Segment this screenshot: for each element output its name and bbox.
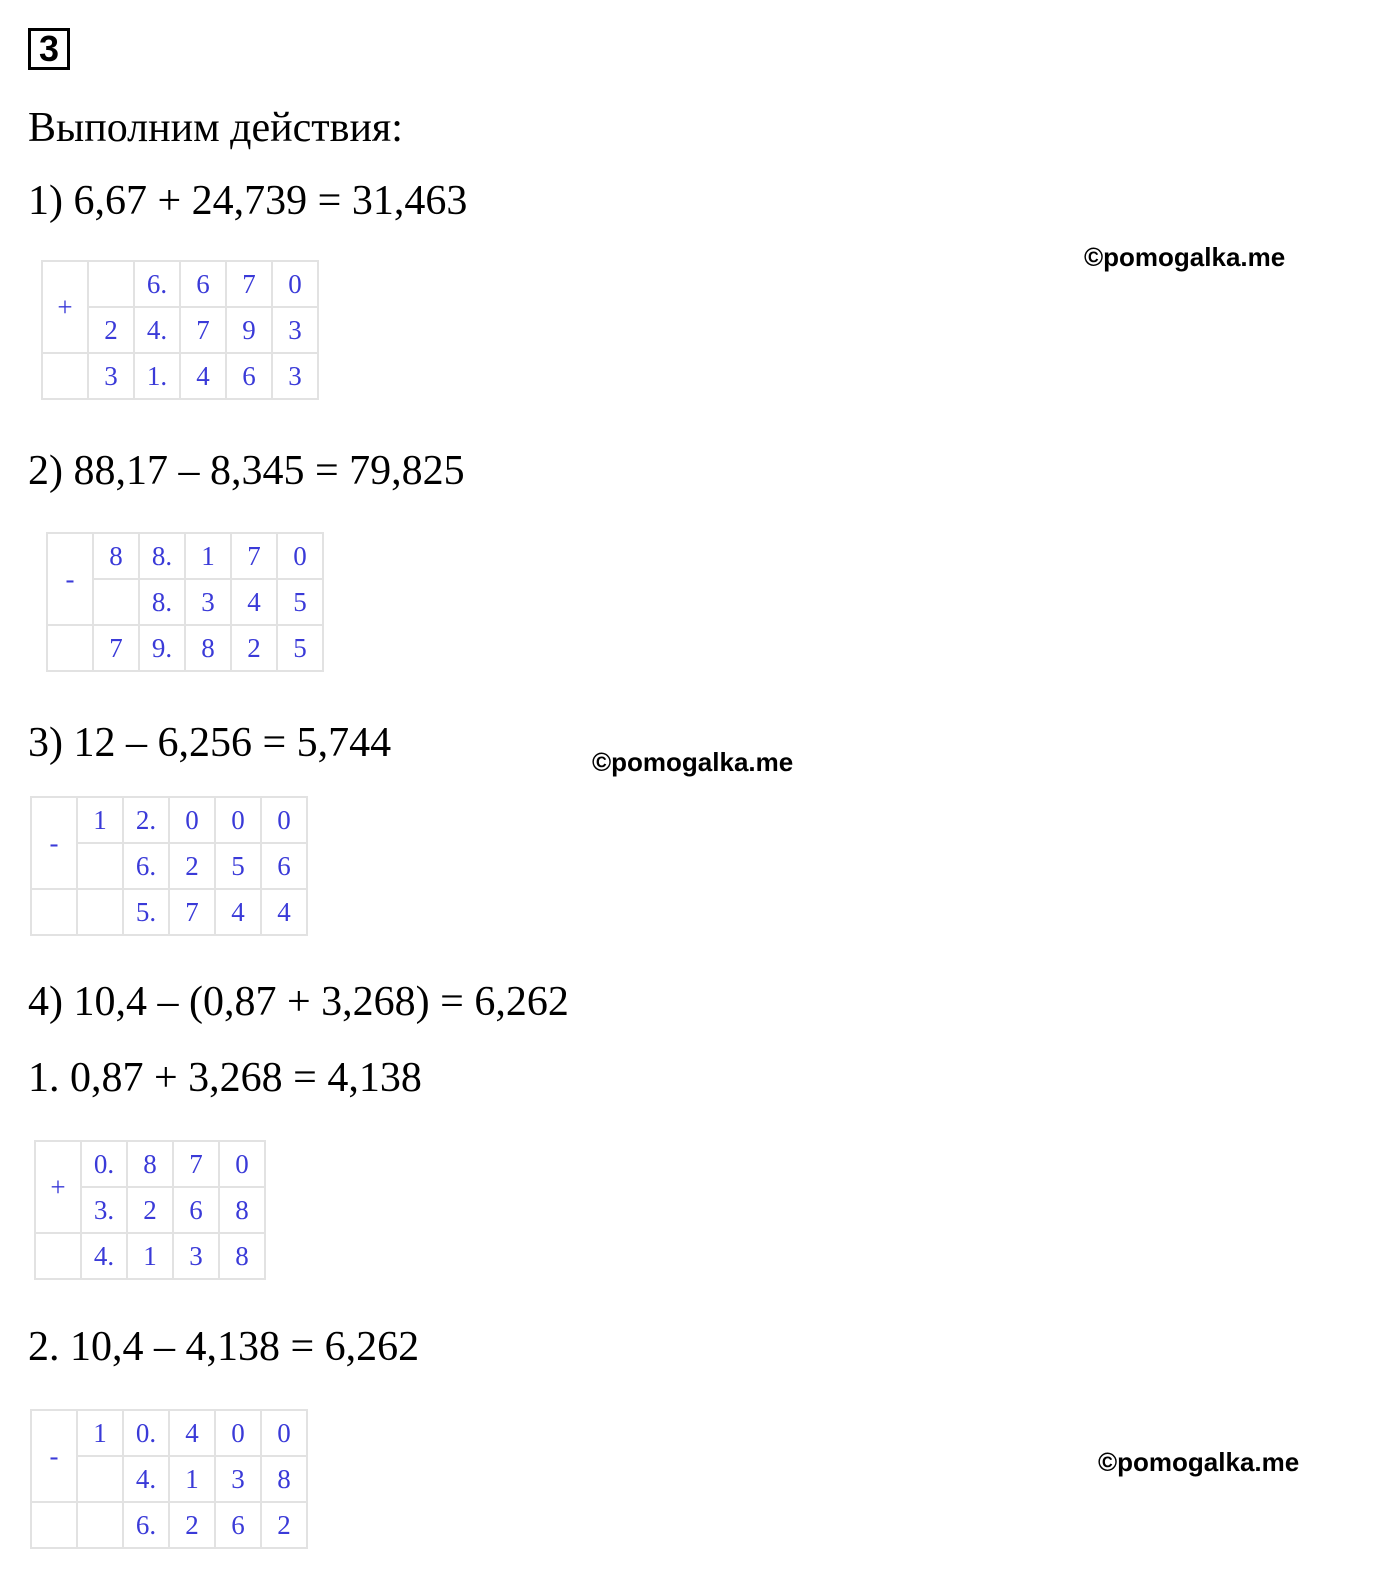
digit-cell: 6 [173,1187,219,1233]
step-4-2-table [30,1409,308,1549]
result-cell: 2 [169,1502,215,1548]
watermark: ©pomogalka.me [592,747,794,777]
digit-cell: 2 [169,843,215,889]
digit-cell: 4 [169,1410,215,1456]
watermark: ©pomogalka.me [1098,1447,1300,1477]
operator-sign: + [42,261,88,353]
result-cell: 5 [277,625,323,671]
step-2-label: 2) 88,17 – 8,345 = 79,825 [28,448,465,494]
digit-cell: 2 [88,307,134,353]
operator-sign: - [31,1410,77,1502]
digit-cell: 5 [215,843,261,889]
result-cell: 4 [180,353,226,399]
step-3-table [30,796,308,936]
digit-cell: 8. [139,579,185,625]
step-4-2-label: 2. 10,4 – 4,138 = 6,262 [28,1324,420,1370]
step-4-1-table [34,1140,266,1280]
step-4-label: 4) 10,4 – (0,87 + 3,268) = 6,262 [28,979,569,1025]
empty-cell [31,889,77,935]
digit-cell: 0. [81,1141,127,1187]
result-cell: 4 [261,889,307,935]
digit-cell: 0 [219,1141,265,1187]
digit-cell: 4 [231,579,277,625]
result-cell [77,1502,123,1548]
empty-cell [47,625,93,671]
digit-cell: 0 [169,797,215,843]
result-cell: 1. [134,353,180,399]
digit-cell: 8 [93,533,139,579]
digit-cell: 6 [261,843,307,889]
digit-cell: 3 [272,307,318,353]
digit-cell [93,579,139,625]
digit-cell: 8. [139,533,185,579]
digit-cell: 1 [185,533,231,579]
digit-cell: 6. [123,843,169,889]
digit-cell: 8 [127,1141,173,1187]
step-4-1-label: 1. 0,87 + 3,268 = 4,138 [28,1055,422,1101]
intro-text: Выполним действия: [28,105,403,151]
empty-cell [31,1502,77,1548]
digit-cell [77,843,123,889]
operator-sign: - [47,533,93,625]
result-cell: 4 [215,889,261,935]
result-cell [77,889,123,935]
result-cell: 5. [123,889,169,935]
digit-cell: 7 [173,1141,219,1187]
operator-sign: + [35,1141,81,1233]
digit-cell: 0 [215,797,261,843]
result-cell: 4. [81,1233,127,1279]
result-cell: 2 [231,625,277,671]
digit-cell: 6. [134,261,180,307]
result-cell: 8 [219,1233,265,1279]
digit-cell: 2. [123,797,169,843]
result-cell: 3 [173,1233,219,1279]
result-cell: 9. [139,625,185,671]
result-cell: 1 [127,1233,173,1279]
empty-cell [42,353,88,399]
digit-cell: 7 [226,261,272,307]
digit-cell: 0 [277,533,323,579]
digit-cell: 6 [180,261,226,307]
digit-cell: 0 [261,797,307,843]
digit-cell: 4. [123,1456,169,1502]
digit-cell [77,1456,123,1502]
step-1-label: 1) 6,67 + 24,739 = 31,463 [28,178,468,224]
digit-cell: 7 [180,307,226,353]
digit-cell: 3 [215,1456,261,1502]
digit-cell [88,261,134,307]
digit-cell: 0 [272,261,318,307]
digit-cell: 1 [169,1456,215,1502]
result-cell: 7 [93,625,139,671]
operator-sign: - [31,797,77,889]
digit-cell: 1 [77,1410,123,1456]
digit-cell: 7 [231,533,277,579]
step-1-table [41,260,319,400]
result-cell: 2 [261,1502,307,1548]
result-cell: 3 [272,353,318,399]
digit-cell: 9 [226,307,272,353]
digit-cell: 4. [134,307,180,353]
result-cell: 6 [215,1502,261,1548]
digit-cell: 5 [277,579,323,625]
digit-cell: 0. [123,1410,169,1456]
step-2-table [46,532,324,672]
empty-cell [35,1233,81,1279]
step-3-label: 3) 12 – 6,256 = 5,744 [28,720,392,766]
digit-cell: 1 [77,797,123,843]
digit-cell: 8 [261,1456,307,1502]
result-cell: 6. [123,1502,169,1548]
digit-cell: 0 [215,1410,261,1456]
result-cell: 8 [185,625,231,671]
watermark: ©pomogalka.me [1084,242,1286,272]
result-cell: 6 [226,353,272,399]
digit-cell: 8 [219,1187,265,1233]
result-cell: 3 [88,353,134,399]
task-number-box: 3 [28,28,70,70]
digit-cell: 3. [81,1187,127,1233]
digit-cell: 0 [261,1410,307,1456]
result-cell: 7 [169,889,215,935]
digit-cell: 3 [185,579,231,625]
digit-cell: 2 [127,1187,173,1233]
